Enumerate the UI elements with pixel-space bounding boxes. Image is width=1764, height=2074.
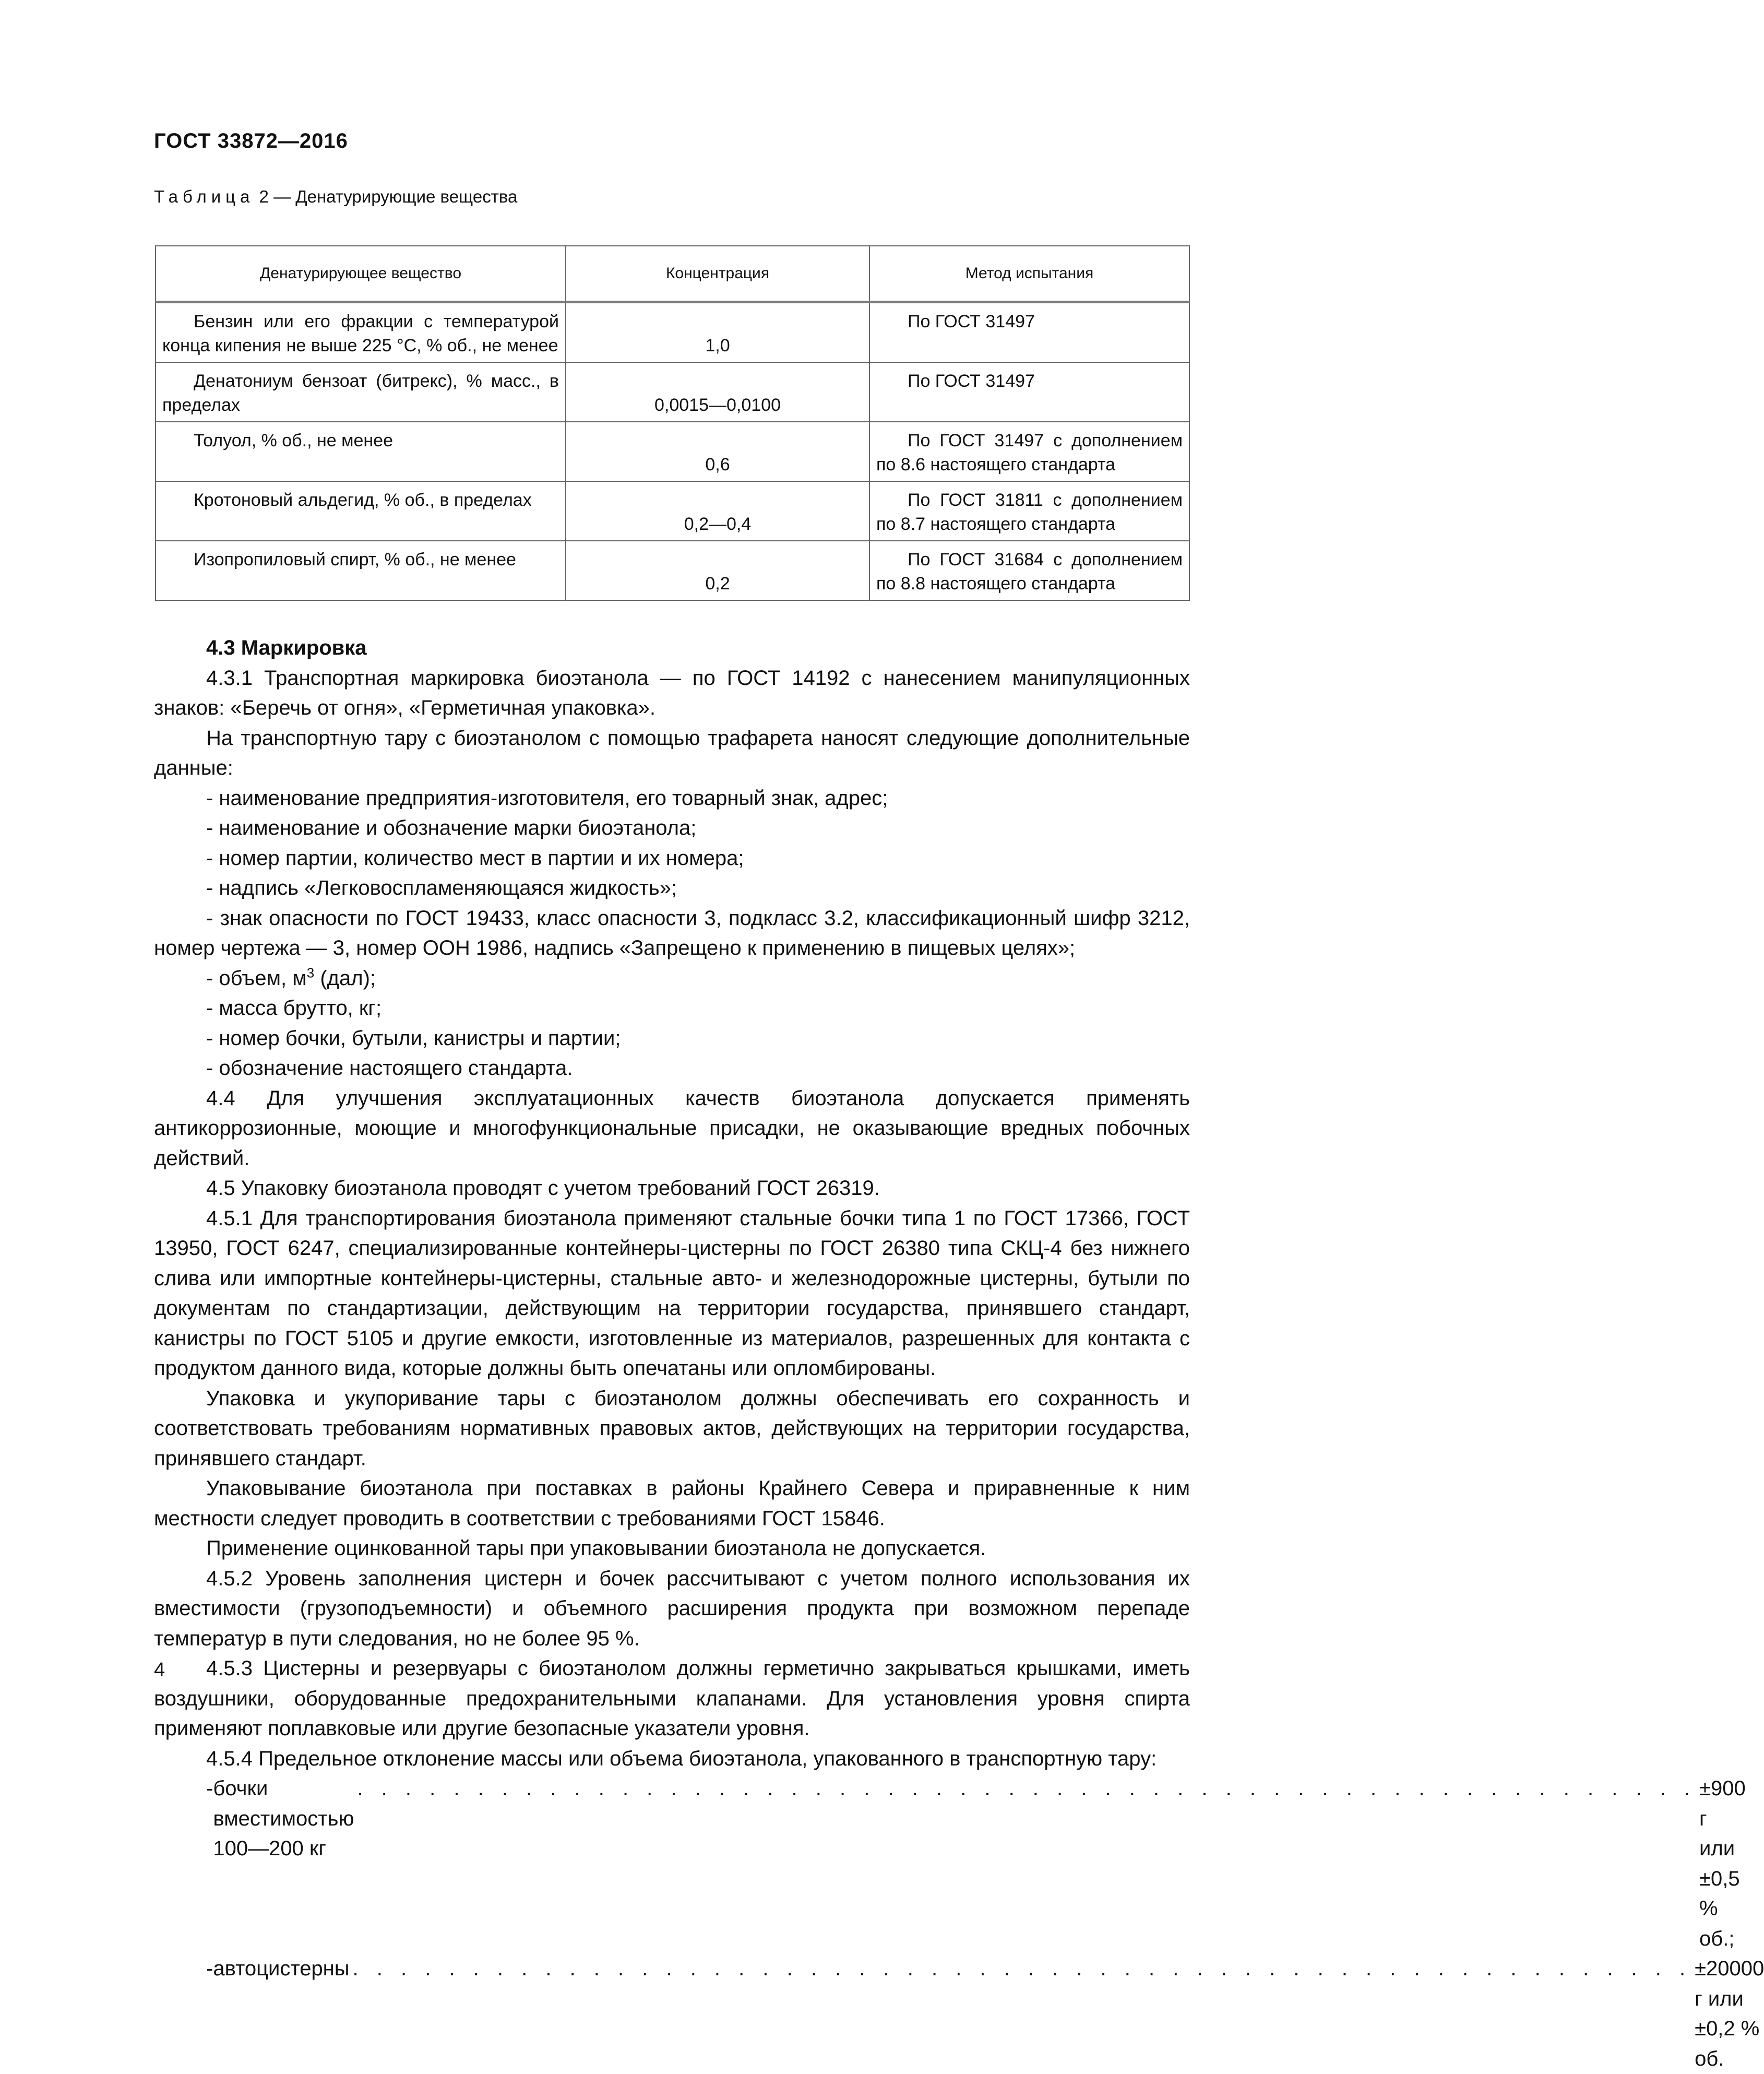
list-item-volume: - объем, $м^3$ (дал); — [206, 965, 376, 990]
column-header-method: Метод испытания — [869, 246, 1189, 302]
cell-substance: Изопропиловый спирт, % об., не менее — [156, 541, 566, 600]
document-body — [154, 633, 1764, 2074]
cell-concentration: 0,2—0,4 — [566, 481, 869, 541]
cell-method: По ГОСТ 31684 с дополнением по 8.8 настоящего стандарта — [869, 541, 1189, 600]
tolerance-line-barrels: - бочки вместимостью 100—200 кг . . . . . . . . . . . . . . . . . . . . . . . . . . . . . . . . . . . . . . . . . . . . . . . . . . . . . . . . ±900 г или ±0,5 % об.; — [154, 1774, 1190, 1954]
table-caption — [154, 187, 517, 207]
paragraph-4-5-2: 4.5.2 Уровень заполнения цистерн и бочек рассчитывают с учетом полного использования их вместимости (грузоподъемности) и объемного расширения продукта при возможном перепаде температур в пути следования, но не более 95 %. — [154, 1567, 1190, 1650]
list-item: - номер бочки, бутыли, канистры и партии; — [206, 1026, 621, 1050]
table-caption-label: Таблица — [154, 187, 255, 206]
table-row — [156, 541, 1189, 600]
paragraph-zinc-containers: Применение оцинкованной тары при упаковывании биоэтанола не допускается. — [206, 1537, 986, 1560]
list-item: - номер партии, количество мест в партии и их номера; — [206, 846, 744, 870]
page-number: 4 — [154, 1659, 165, 1681]
column-header-substance: Денатурирующее вещество — [156, 246, 566, 302]
list-item-hazard-sign: - знак опасности по ГОСТ 19433, класс опасности 3, подкласс 3.2, классификационный шифр 3212, номер чертежа — 3, номер ООН 1986, надпись «Запрещено к применению в пищевых целях»; — [154, 906, 1190, 959]
cell-method: По ГОСТ 31811 с дополнением по 8.7 настоящего стандарта — [869, 481, 1189, 541]
paragraph-4-4: 4.4 Для улучшения эксплуатационных качеств биоэтанола допускается применять антикоррозионные, моющие и многофункциональные присадки, не оказывающие вредных побочных действий. — [154, 1086, 1190, 1170]
cell-method: По ГОСТ 31497 — [869, 302, 1189, 363]
paragraph-4-5-1: 4.5.1 Для транспортирования биоэтанола применяют стальные бочки типа 1 по ГОСТ 17366, ГОСТ 13950, ГОСТ 6247, специализированные контейнеры-цистерны по ГОСТ 26380 типа СКЦ-4 без нижнего слива или импортные контейнеры-цистерны, стальные авто- и железнодорожные цистерны, бутыли по документам по стандартизации, действующим на территории государства, принявшего стандарт, канистры по ГОСТ 5105 и другие емкости, изготовленные из материалов, разрешенных для контакта с продуктом данного вида, которые должны быть опечатаны или опломбированы. — [154, 1206, 1190, 1380]
tolerance-label: бочки вместимостью 100—200 кг — [213, 1777, 354, 1860]
table-row — [156, 422, 1189, 481]
list-item: - надпись «Легковоспламеняющаяся жидкость»; — [206, 876, 677, 899]
leader-dots: . . . . . . . . . . . . . . . . . . . . . . . . . . . . . . . . . . . . . . . . . . . . . . . . . . . . . . . . — [352, 1957, 1692, 1980]
cell-substance: Кротоновый альдегид, % об., в пределах — [156, 481, 566, 541]
cell-concentration: 0,6 — [566, 422, 869, 481]
tolerance-label: автоцистерны — [213, 1957, 350, 1980]
cell-substance: Бензин или его фракции с температурой конца кипения не выше 225 °С, % об., не менее — [156, 302, 566, 363]
column-header-concentration: Концентрация — [566, 246, 869, 302]
cell-substance: Толуол, % об., не менее — [156, 422, 566, 481]
cell-concentration: 1,0 — [566, 302, 869, 363]
table-row — [156, 302, 1189, 363]
table-header-row — [156, 246, 1189, 302]
table-caption-title: 2 — Денатурирующие вещества — [254, 187, 518, 206]
paragraph-stencil-data: На транспортную тару с биоэтанолом с помощью трафарета наносят следующие дополнительные данные: — [154, 726, 1190, 779]
list-item: - наименование предприятия-изготовителя, его товарный знак, адрес; — [206, 786, 888, 810]
cell-method: По ГОСТ 31497 — [869, 362, 1189, 422]
tolerance-line-tank-trucks: - автоцистерны . . . . . . . . . . . . . . . . . . . . . . . . . . . . . . . . . . . . . . . . . . . . . . . . . . . . . . . . ±20000 г или ±0,2 % об. — [154, 1954, 1190, 2074]
list-item: - обозначение настоящего стандарта. — [206, 1057, 573, 1080]
cell-method: По ГОСТ 31497 с дополнением по 8.6 настоящего стандарта — [869, 422, 1189, 481]
table-row — [156, 362, 1189, 422]
list-item: - наименование и обозначение марки биоэтанола; — [206, 816, 697, 839]
paragraph-4-5-4: 4.5.4 Предельное отклонение массы или объема биоэтанола, упакованного в транспортную тару: — [206, 1747, 1157, 1770]
list-item: - масса брутто, кг; — [206, 997, 382, 1020]
section-heading-marking: 4.3 Маркировка — [206, 636, 367, 659]
paragraph-packing: Упаковка и укупоривание тары с биоэтанолом должны обеспечивать его сохранность и соответствовать требованиям нормативных правовых актов, действующих на территории государства, принявшего стандарт. — [154, 1386, 1190, 1470]
table-row — [156, 481, 1189, 541]
paragraph-4-5: 4.5 Упаковку биоэтанола проводят с учетом требований ГОСТ 26319. — [206, 1177, 880, 1200]
cell-substance: Денатониум бензоат (битрекс), % масс., в пределах — [156, 362, 566, 422]
tolerance-value: ±900 г или ±0,5 % об.; — [1699, 1777, 1746, 1950]
paragraph-far-north: Упаковывание биоэтанола при поставках в районы Крайнего Севера и приравненные к ним местности следует проводить в соответствии с требованиями ГОСТ 15846. — [154, 1477, 1190, 1530]
denaturants-table — [155, 245, 1190, 601]
cell-concentration: 0,2 — [566, 541, 869, 600]
leader-dots: . . . . . . . . . . . . . . . . . . . . . . . . . . . . . . . . . . . . . . . . . . . . . . . . . . . . . . . . — [357, 1777, 1697, 1800]
paragraph-4-5-3: 4.5.3 Цистерны и резервуары с биоэтанолом должны герметично закрываться крышками, иметь воздушники, оборудованные предохранительными клапанами. Для установления уровня спирта применяют поплавковые или другие безопасные указатели уровня. — [154, 1657, 1190, 1740]
paragraph-4-3-1: 4.3.1 Транспортная маркировка биоэтанола — по ГОСТ 14192 с нанесением манипуляционных знаков: «Беречь от огня», «Герметичная упаковка». — [154, 666, 1190, 719]
tolerance-value: ±20000 г или ±0,2 % об. — [1695, 1957, 1764, 2070]
cell-concentration: 0,0015—0,0100 — [566, 362, 869, 422]
document-code: ГОСТ 33872—2016 — [154, 129, 348, 152]
